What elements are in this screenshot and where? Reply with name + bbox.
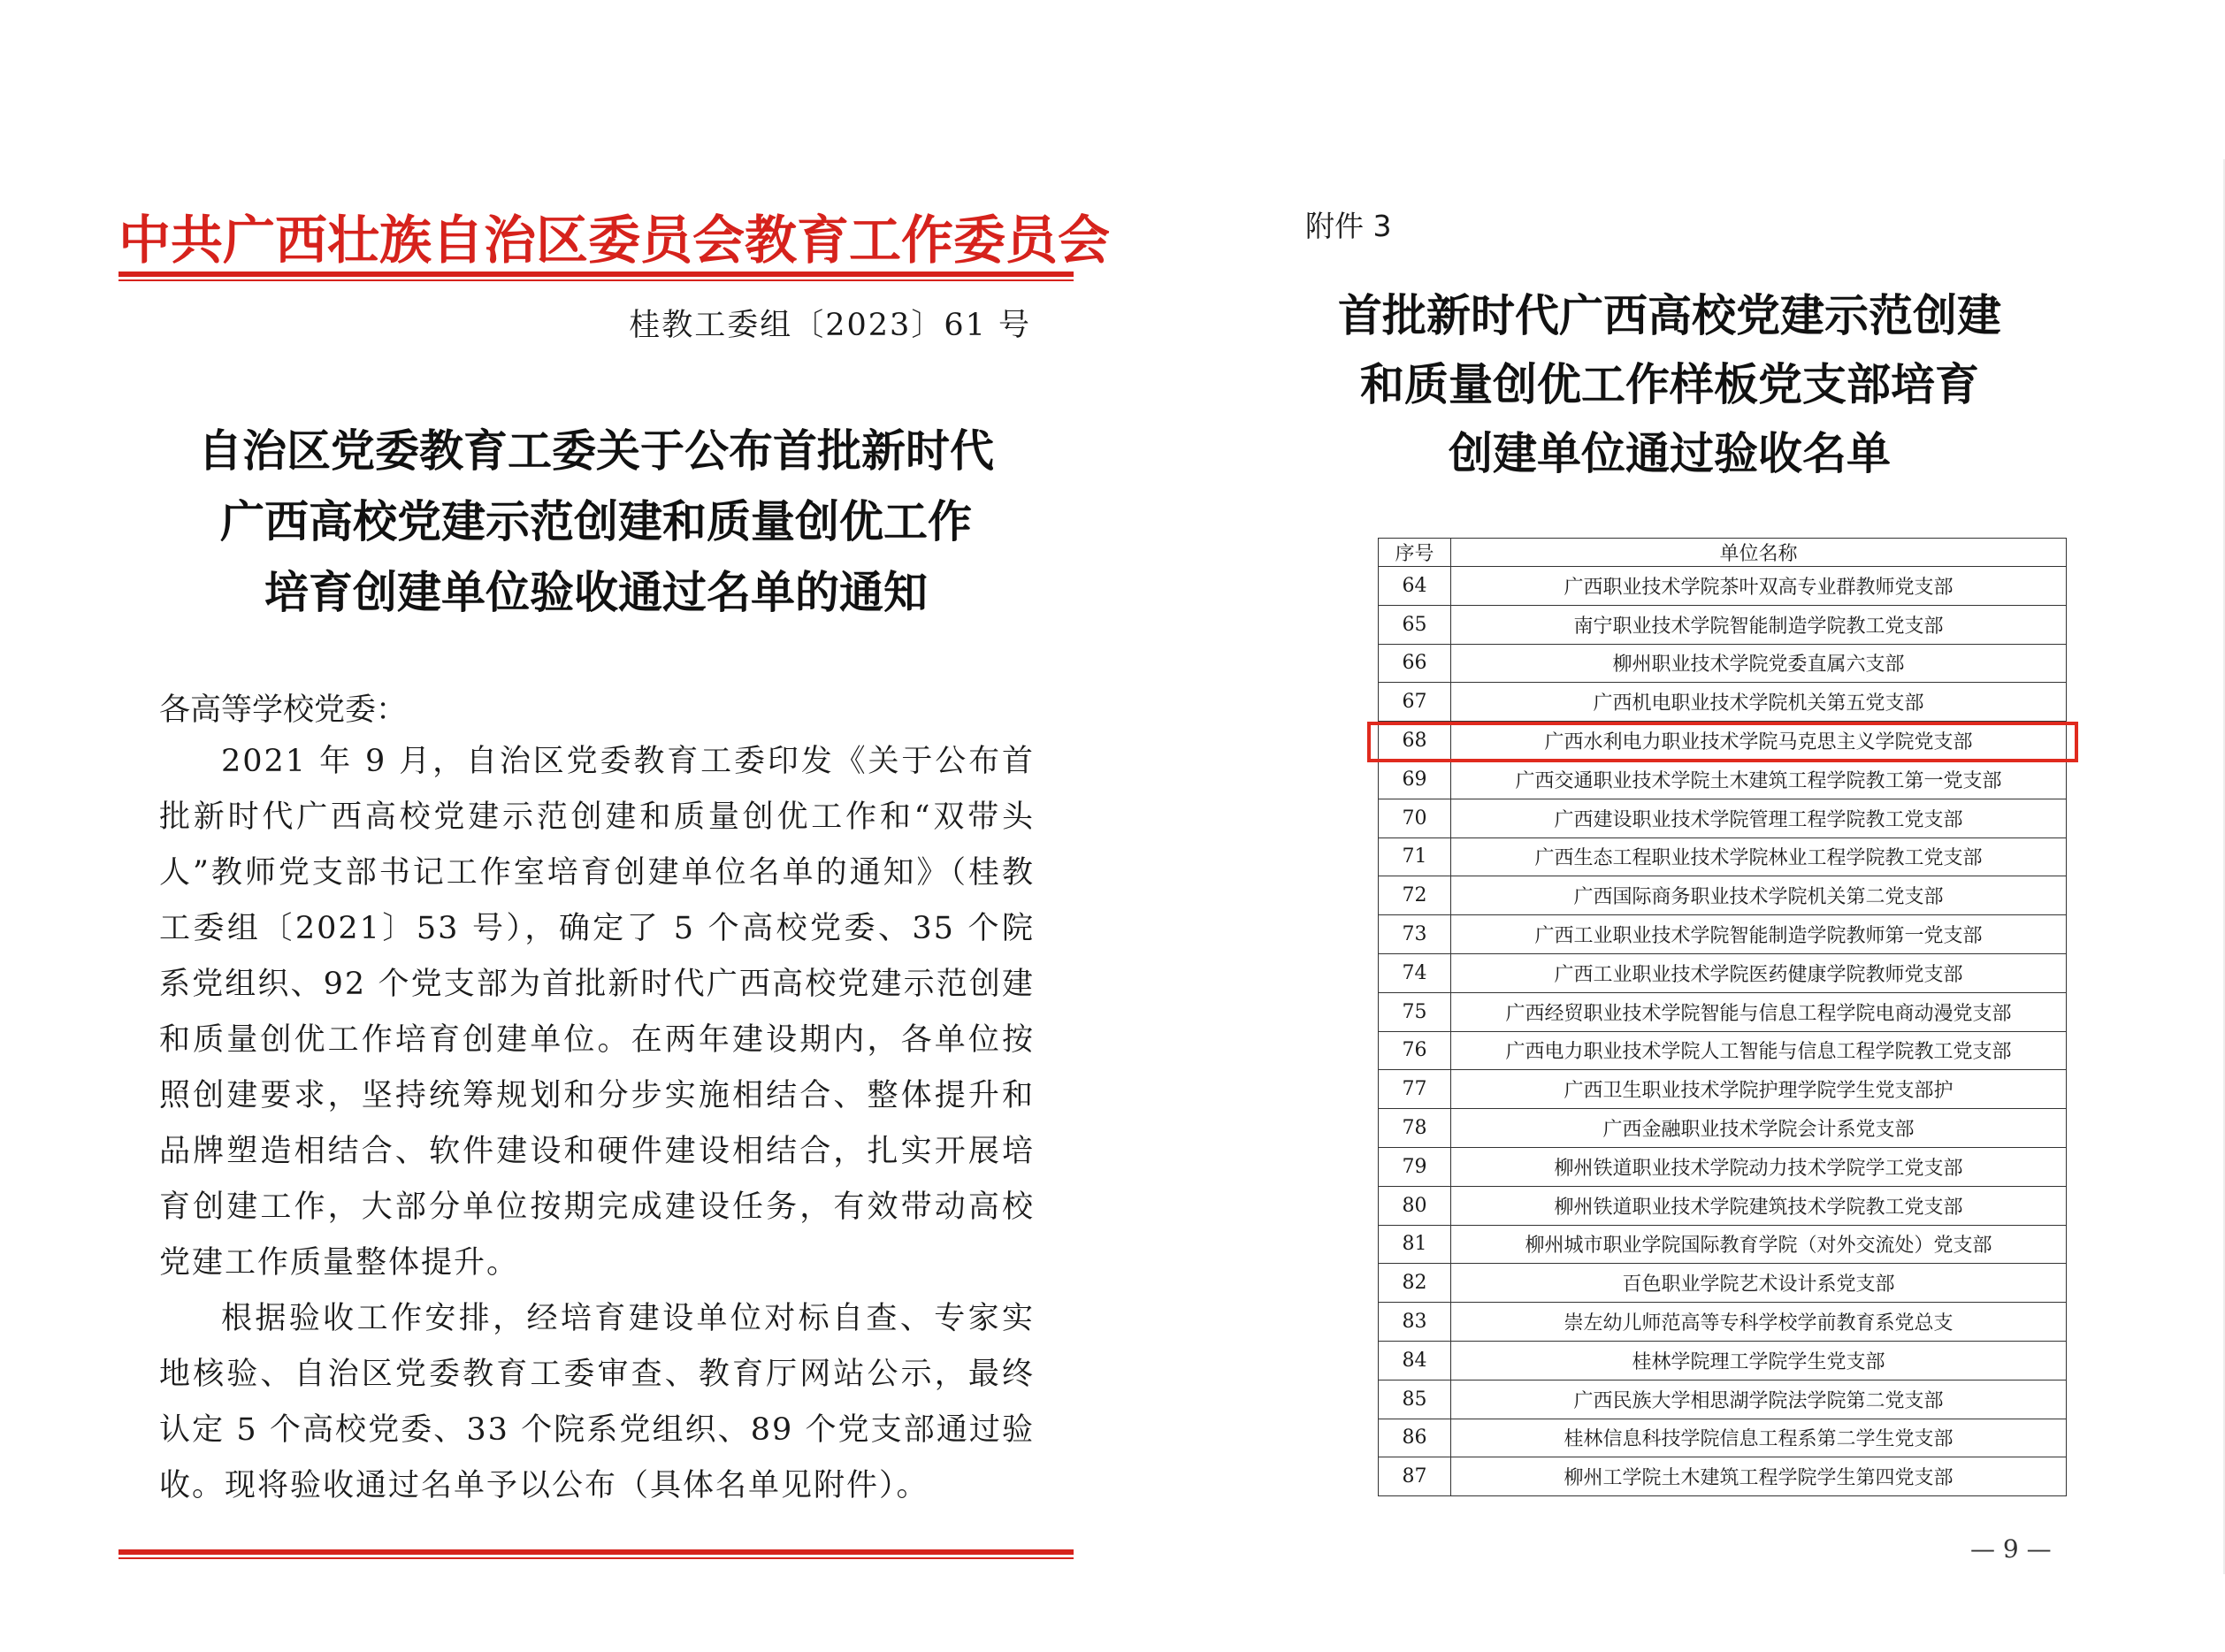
row-serial: 84 [1379, 1341, 1451, 1380]
table-row [1379, 799, 2067, 837]
table-row [1379, 1457, 2067, 1496]
red-rule-bottom [119, 1549, 1074, 1555]
salutation: 各高等学校党委： [159, 692, 408, 728]
page-number: — 9 — [1970, 1534, 2052, 1564]
row-unit-name: 广西建设职业技术学院管理工程学院教工党支部 [1451, 799, 2067, 837]
body-paragraph: 2021 年 9 月，自治区党委教育工委印发《关于公布首批新时代广西高校党建示范创建和质量创优工作和“双带头人”教师党支部书记工作室培育创建单位名单的通知》（桂教工委组〔2021〕53 号），确定了 5 个高校党委、35 个院系党组织、92 个党支部为首批新时代广西高校党建示范创建和质量创优工作培育创建单位。在两年建设期内，各单位按照创建要求，坚持统筹规划和分步实施相结合、整体提升和品牌塑造相结合、软件建设和硬件建设相结合，扎实开展培育创建工作，大部分单位按期完成建设任务，有效带动高校党建工作质量整体提升。 [159, 744, 1035, 1281]
attachment-label: 附件 3 [1305, 209, 1392, 243]
row-unit-name: 广西工业职业技术学院医药健康学院教师党支部 [1451, 953, 2067, 992]
table-row [1379, 992, 2067, 1031]
row-unit-name: 柳州工学院土木建筑工程学院学生第四党支部 [1451, 1457, 2067, 1496]
list-title-line: 创建单位通过验收名单 [1449, 427, 1891, 479]
document-title [119, 416, 1074, 628]
header-serial: 序号 [1379, 539, 1451, 567]
header-unit-name: 单位名称 [1451, 539, 2067, 567]
table-row [1379, 1147, 2067, 1186]
row-serial: 86 [1379, 1419, 1451, 1457]
row-serial: 85 [1379, 1380, 1451, 1419]
table-row [1379, 1264, 2067, 1303]
row-serial: 82 [1379, 1264, 1451, 1303]
row-unit-name: 广西民族大学相思湖学院法学院第二党支部 [1451, 1380, 2067, 1419]
red-rule-top [119, 272, 1074, 277]
right-page [1112, 0, 2225, 1652]
row-serial: 70 [1379, 799, 1451, 837]
body-paragraph: 根据验收工作安排，经培育建设单位对标自查、专家实地核验、自治区党委教育工委审查、教育厅网站公示，最终认定 5 个高校党委、33 个院系党组织、89 个党支部通过验收。现将验收通过名单予以公布（具体名单见附件）。 [159, 1301, 1035, 1503]
row-unit-name: 广西经贸职业技术学院智能与信息工程学院电商动漫党支部 [1451, 992, 2067, 1031]
row-unit-name: 柳州城市职业学院国际教育学院（对外交流处）党支部 [1451, 1225, 2067, 1264]
table-row [1379, 1070, 2067, 1109]
agency-header: 中共广西壮族自治区委员会教育工作委员会 [119, 210, 1111, 271]
unit-table-container [1378, 538, 2066, 1496]
table-row [1379, 876, 2067, 915]
body-text [159, 734, 1035, 1514]
red-rule-top-thin [119, 279, 1074, 281]
list-title-line: 首批新时代广西高校党建示范创建 [1338, 289, 2001, 341]
table-row [1379, 644, 2067, 683]
row-serial: 83 [1379, 1303, 1451, 1342]
row-unit-name: 南宁职业技术学院智能制造学院教工党支部 [1451, 605, 2067, 644]
table-row [1379, 837, 2067, 876]
table-row [1379, 605, 2067, 644]
row-unit-name: 广西交通职业技术学院土木建筑工程学院教工第一党支部 [1451, 760, 2067, 799]
row-serial: 78 [1379, 1109, 1451, 1148]
row-serial: 69 [1379, 760, 1451, 799]
table-row [1379, 567, 2067, 606]
row-serial: 67 [1379, 683, 1451, 722]
row-unit-name: 广西国际商务职业技术学院机关第二党支部 [1451, 876, 2067, 915]
row-unit-name: 柳州铁道职业技术学院动力技术学院学工党支部 [1451, 1147, 2067, 1186]
table-row [1379, 1380, 2067, 1419]
row-serial: 76 [1379, 1031, 1451, 1070]
row-unit-name: 广西电力职业技术学院人工智能与信息工程学院教工党支部 [1451, 1031, 2067, 1070]
row-unit-name: 桂林学院理工学院学生党支部 [1451, 1341, 2067, 1380]
row-unit-name: 广西工业职业技术学院智能制造学院教师第一党支部 [1451, 915, 2067, 954]
row-serial: 72 [1379, 876, 1451, 915]
document-title-line: 广西高校党建示范创建和质量创优工作 [220, 495, 972, 547]
table-row [1379, 915, 2067, 954]
table-row [1379, 1109, 2067, 1148]
row-serial: 66 [1379, 644, 1451, 683]
row-unit-name: 广西金融职业技术学院会计系党支部 [1451, 1109, 2067, 1148]
row-serial: 77 [1379, 1070, 1451, 1109]
table-row [1379, 760, 2067, 799]
row-serial: 71 [1379, 837, 1451, 876]
row-unit-name: 柳州铁道职业技术学院建筑技术学院教工党支部 [1451, 1186, 2067, 1225]
list-title-line: 和质量创优工作样板党支部培育 [1360, 358, 1979, 410]
document-number: 桂教工委组〔2023〕61 号 [629, 308, 1031, 343]
table-body [1379, 567, 2067, 1496]
row-serial: 79 [1379, 1147, 1451, 1186]
row-serial: 75 [1379, 992, 1451, 1031]
row-serial: 81 [1379, 1225, 1451, 1264]
row-serial: 74 [1379, 953, 1451, 992]
row-serial: 68 [1379, 722, 1451, 761]
row-serial: 80 [1379, 1186, 1451, 1225]
table-row [1379, 1186, 2067, 1225]
table-row [1379, 722, 2067, 761]
table-row [1379, 1031, 2067, 1070]
table-row [1379, 1303, 2067, 1342]
table-row [1379, 683, 2067, 722]
unit-table [1378, 538, 2067, 1496]
row-unit-name: 崇左幼儿师范高等专科学校学前教育系党总支 [1451, 1303, 2067, 1342]
row-unit-name: 广西水利电力职业技术学院马克思主义学院党支部 [1451, 722, 2067, 761]
table-row [1379, 1419, 2067, 1457]
row-unit-name: 广西生态工程职业技术学院林业工程学院教工党支部 [1451, 837, 2067, 876]
row-serial: 73 [1379, 915, 1451, 954]
row-unit-name: 百色职业学院艺术设计系党支部 [1451, 1264, 2067, 1303]
row-unit-name: 柳州职业技术学院党委直属六支部 [1451, 644, 2067, 683]
table-header-row [1379, 539, 2067, 567]
red-rule-bottom-thin [119, 1557, 1074, 1559]
row-serial: 64 [1379, 567, 1451, 606]
table-row [1379, 953, 2067, 992]
list-title [1316, 281, 2023, 488]
row-unit-name: 广西机电职业技术学院机关第五党支部 [1451, 683, 2067, 722]
row-unit-name: 桂林信息科技学院信息工程系第二学生党支部 [1451, 1419, 2067, 1457]
row-serial: 65 [1379, 605, 1451, 644]
row-unit-name: 广西卫生职业技术学院护理学院学生党支部护 [1451, 1070, 2067, 1109]
left-page [0, 0, 1112, 1652]
document-title-line: 自治区党委教育工委关于公布首批新时代 [198, 424, 994, 477]
row-serial: 87 [1379, 1457, 1451, 1496]
table-row [1379, 1341, 2067, 1380]
document-title-line: 培育创建单位验收通过名单的通知 [264, 566, 928, 618]
row-unit-name: 广西职业技术学院茶叶双高专业群教师党支部 [1451, 567, 2067, 606]
table-row [1379, 1225, 2067, 1264]
